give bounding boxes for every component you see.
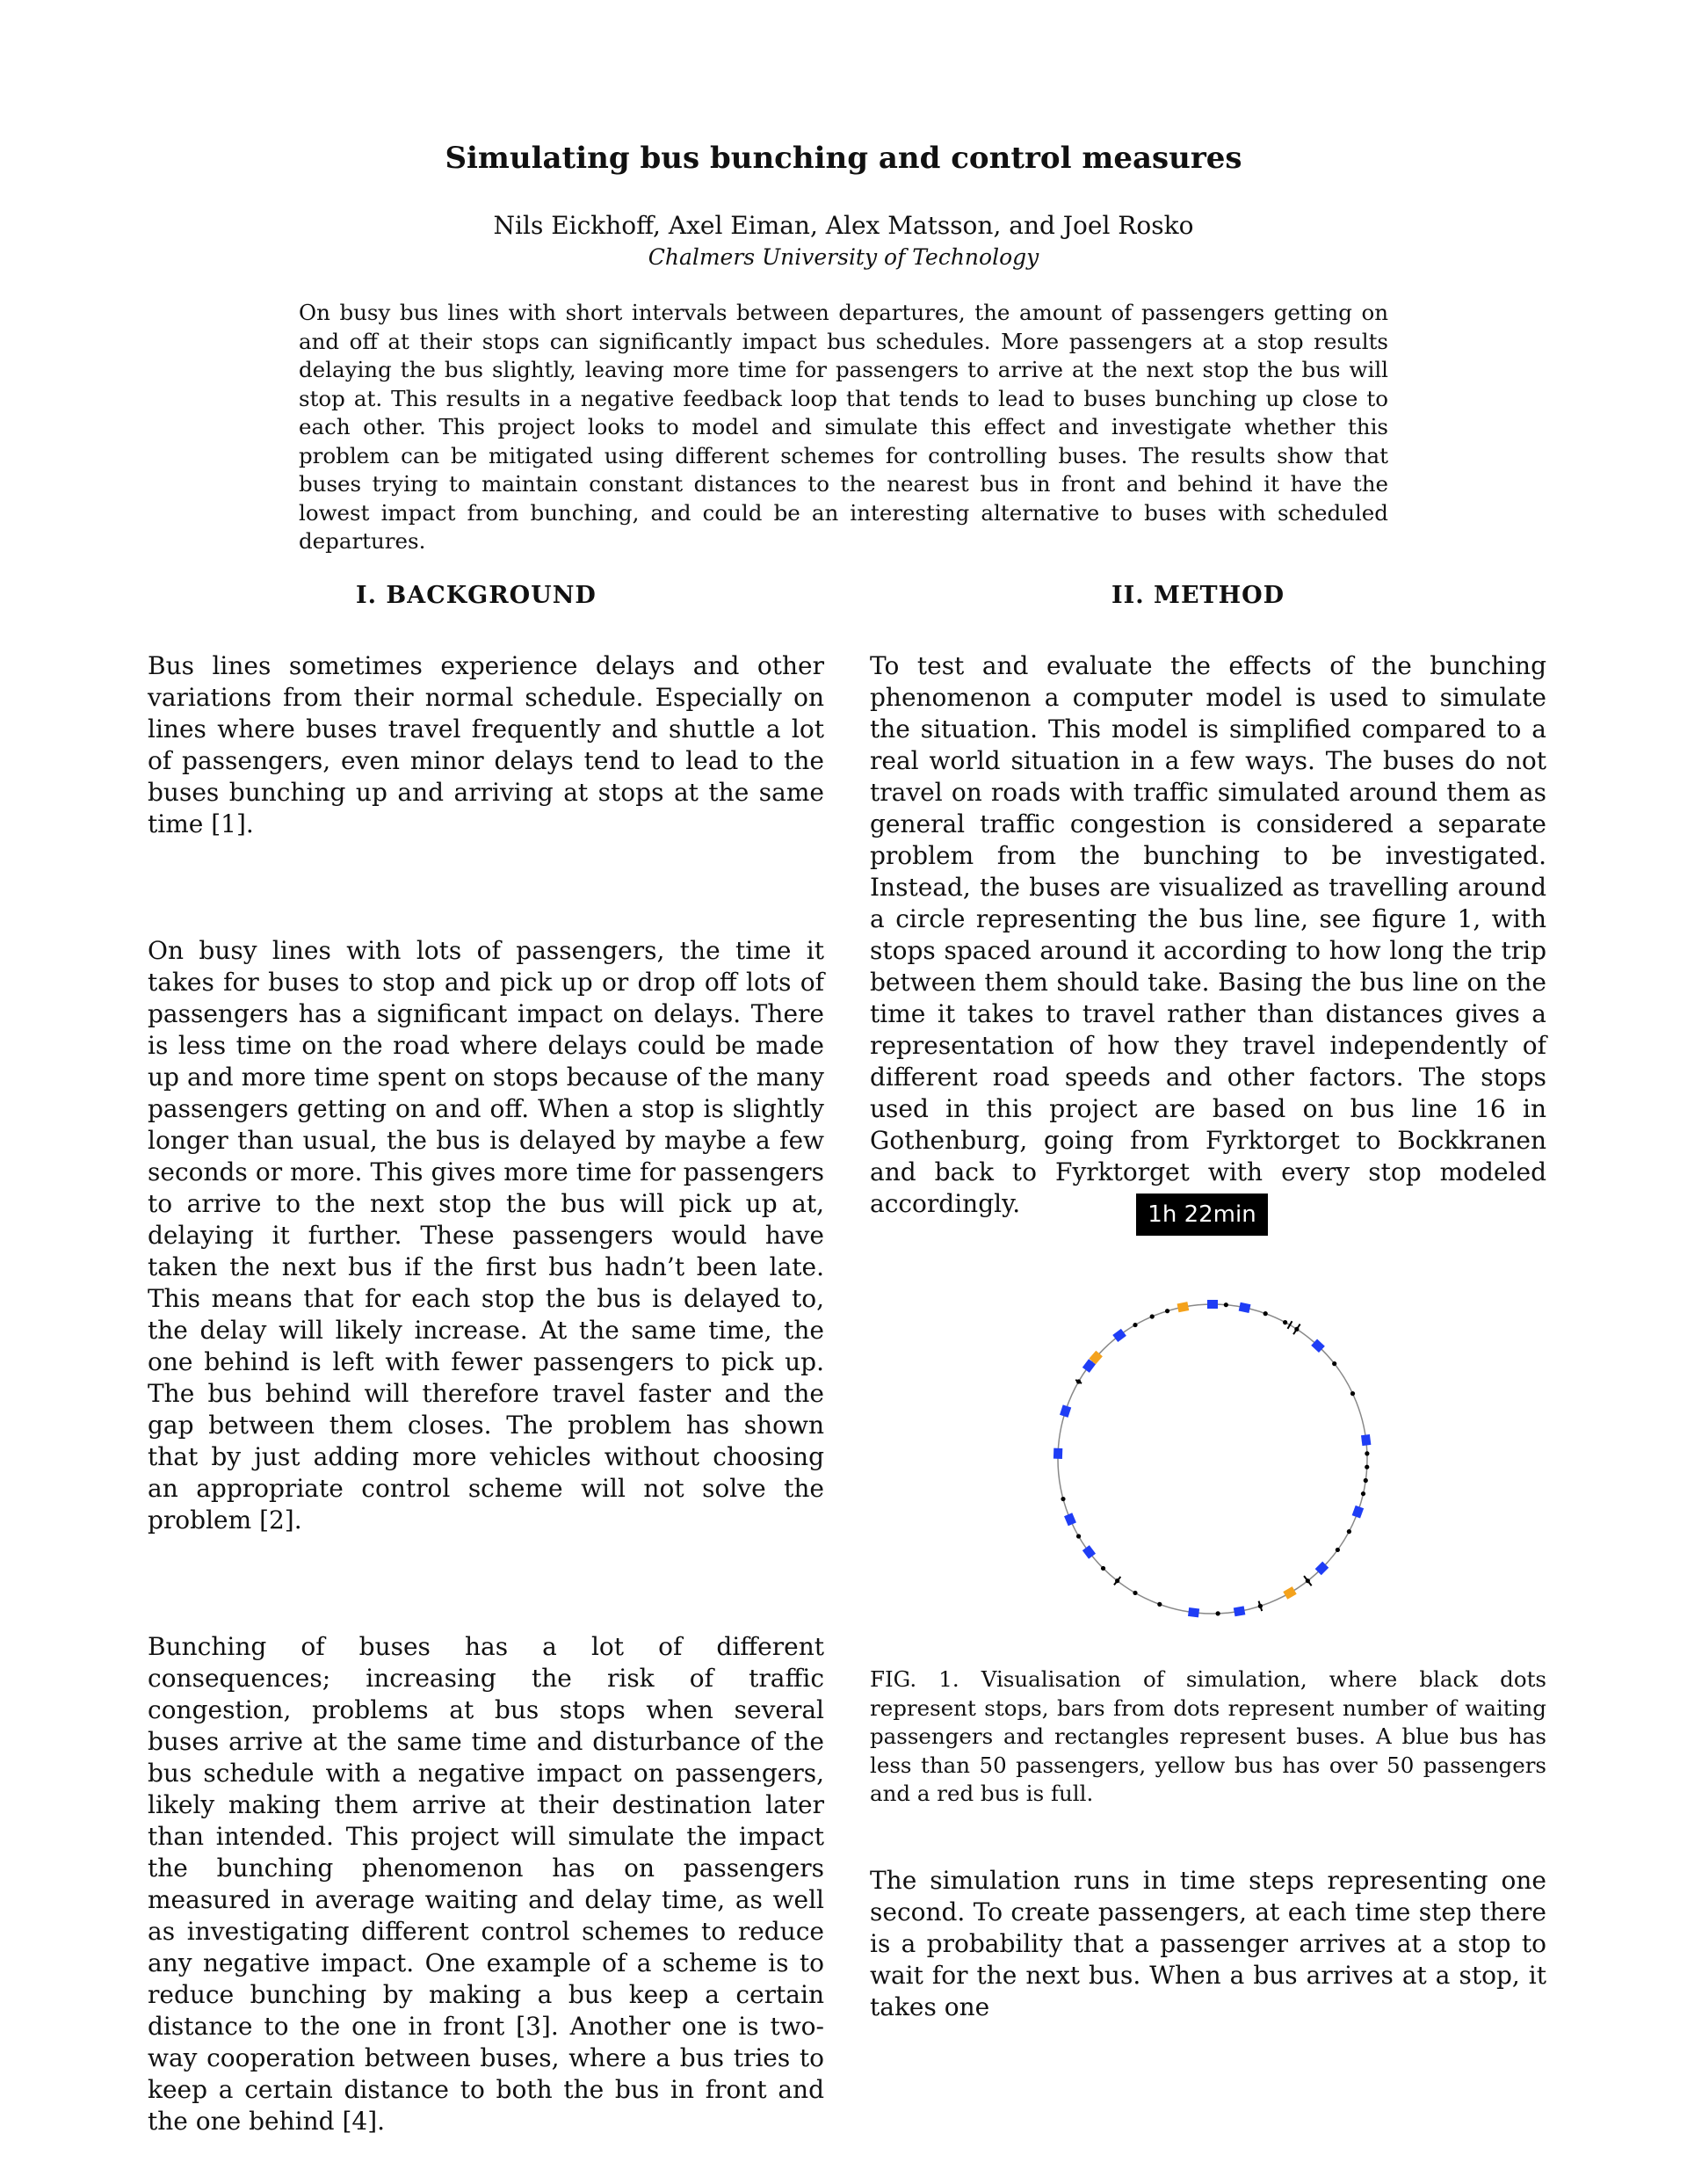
bus-blue: [1053, 1448, 1062, 1459]
bus-blue: [1060, 1404, 1071, 1418]
buses-layer: [1053, 1300, 1371, 1617]
waiting-passengers-bar: [1293, 1324, 1300, 1335]
background-paragraph: Bunching of buses has a lot of different consequences; increasing the risk of traffic congestion, problems at bus stops when several buses arrive at the same time and disturbance of the bus schedule with a negative impact on passengers, likely making them arrive at their destination later than intended. This project will simulate the impact the bunching phenomenon has on passengers measured in average waiting and delay time, as well as investigating different control schemes to reduce any negative impact. One example of a scheme is to reduce bunching by making a bus keep a certain distance to the one in front [3]. Another one is two-way cooperation between buses, where a bus tries to keep a certain distance to both the bus in front and the one behind [4].: [148, 1632, 824, 2136]
stop-dot: [1224, 1302, 1228, 1307]
stop-dot: [1157, 1602, 1162, 1607]
background-paragraph: On busy lines with lots of passengers, the time it takes for buses to stop and pick up or drop off lots of passengers has a significant impact on delays. There is less time on the road where delays could be made up and more time spent on stops because of the many passengers getting on and off. When a stop is slightly longer than usual, the bus is delayed by maybe a few seconds or more. This gives more time for passengers to arrive to the next stop the bus will pick up at, delaying it further. These passengers would have taken the next bus if the first bus hadn’t been late. This means that for each stop the bus is delayed to, the delay will likely increase. At the same time, the one behind is left with fewer passengers to pick up. The bus behind will therefore travel faster and the gap between them closes. The problem has shown that by just adding more vehicles without choosing an appropriate control scheme will not solve the problem [2].: [148, 936, 824, 1535]
method-column-bottom: [870, 1865, 1546, 2023]
stop-dot: [1347, 1529, 1351, 1534]
stop-dot: [1076, 1534, 1081, 1538]
bus-blue: [1112, 1329, 1126, 1342]
stop-dot: [1350, 1391, 1355, 1396]
stop-dot: [1216, 1611, 1220, 1615]
bus-blue: [1064, 1513, 1076, 1526]
stop-dot: [1361, 1491, 1365, 1496]
stop-dot: [1336, 1548, 1340, 1552]
bus-yellow: [1177, 1302, 1190, 1312]
stop-dot: [1263, 1311, 1268, 1316]
paper-title: Simulating bus bunching and control measures: [445, 141, 1242, 176]
bus-blue: [1361, 1434, 1371, 1446]
stop-dot: [1165, 1309, 1169, 1313]
bus-blue: [1239, 1302, 1251, 1313]
stop-dot: [1283, 1320, 1287, 1324]
stop-dot: [1101, 1566, 1105, 1571]
section-heading-background: I. BACKGROUND: [356, 582, 597, 609]
author-list: Nils Eickhoff, Axel Eiman, Alex Matsson, and Joel Rosko: [493, 211, 1194, 240]
method-paragraph: To test and evaluate the effects of the bunching phenomenon a computer model is used to simulate the situation. This model is simplified compared to a real world situation in a few ways. The buses do not travel on roads with traffic simulated around them as general traffic congestion is considered a separate problem from the bunching to be investigated. Instead, the buses are visualized as travelling around a circle representing the bus line, see figure 1, with stops spaced around it according to how long the trip between them should take. Basing the bus line on the time it takes to travel rather than distances gives a representation of how they travel independently of different road speeds and other factors. The stops used in this project are based on bus line 16 in Gothenburg, going from Fyrktorget to Bockkranen and back to Fyrktorget with every stop modeled accordingly.: [870, 651, 1546, 1218]
method-column-top: [870, 650, 1546, 1220]
background-paragraph: Bus lines sometimes experience delays and other variations from their normal schedule. Especially on lines where buses travel frequently and shuttle a lot of passengers, even minor delays tend to lead to the buses bunching up and arriving at stops at the same time [1].: [148, 651, 824, 838]
simulation-time-label: 1h 22min: [1136, 1194, 1268, 1236]
background-column: [148, 650, 824, 2137]
simulation-figure: [1037, 1283, 1388, 1635]
waiting-passengers-bar: [1288, 1321, 1292, 1329]
bus-blue: [1188, 1607, 1199, 1617]
abstract: On busy bus lines with short intervals between departures, the amount of passengers getting on and off at their stops can significantly impact bus schedules. More passengers at a stop results delaying the bus slightly, leaving more time for passengers to arrive at the next stop the bus will stop at. This results in a negative feedback loop that tends to lead to buses bunching up close to each other. This project looks to model and simulate this effect and investigate whether this problem can be mitigated using different schemes for controlling buses. The results show that buses trying to maintain constant distances to the nearest bus in front and behind it have the lowest impact from bunching, and could be an interesting alternative to buses with scheduled departures.: [299, 300, 1388, 554]
stop-dot: [1365, 1465, 1369, 1469]
section-heading-method: II. METHOD: [1111, 582, 1285, 609]
method-paragraph: The simulation runs in time steps representing one second. To create passengers, at each time step there is a probability that a passenger arrives at a stop to wait for the next bus. When a bus arrives at a stop, it takes one: [870, 1866, 1546, 2021]
figure-caption: FIG. 1. Visualisation of simulation, where black dots represent stops, bars from dots represent number of waiting passengers and rectangles represent buses. A blue bus has less than 50 passengers, yellow bus has over 50 passengers and a red bus is full.: [870, 1666, 1546, 1806]
bus-blue: [1082, 1545, 1096, 1559]
stop-dot: [1061, 1497, 1065, 1501]
stop-dot: [1133, 1591, 1137, 1595]
affiliation: Chalmers University of Technology: [648, 244, 1039, 270]
waiting-passengers-bar: [1304, 1576, 1312, 1585]
bus-blue: [1207, 1300, 1218, 1309]
stop-dot: [1332, 1361, 1336, 1366]
bus-blue: [1352, 1506, 1365, 1519]
bus-yellow: [1283, 1586, 1296, 1600]
stop-dot: [1365, 1451, 1369, 1455]
queues-layer: [1075, 1321, 1312, 1611]
stop-dot: [1364, 1478, 1368, 1483]
bus-blue: [1234, 1606, 1246, 1616]
stop-dot: [1150, 1314, 1155, 1318]
stop-dot: [1133, 1323, 1137, 1327]
